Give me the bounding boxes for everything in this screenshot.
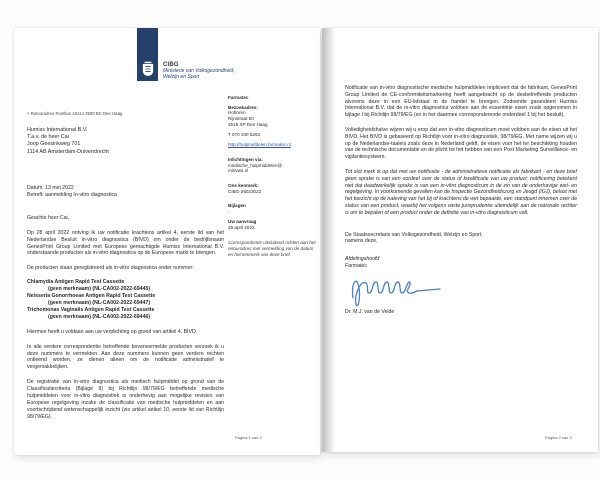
letter-body-page-2	[345, 85, 577, 316]
paragraph-bivd-requirements: Volledigheidshalve wijzen wij u erop dat een in-vitro diagnosticum moet voldoen aan de eisen uit het BIVD. Het BIVD is gebaseerd op Richtlijn voor in-vitro diagnostiek, 98/79/EG. Met name wijzen wij u op de Nederlandse-taaleis zoals deze in Nederland geldt, de eisen voor het ter beschikking houden van de technische documentatie en de plicht tot het hebben van een Post Marketing Surveillance- en vigilantiesysteem.	[345, 126, 577, 161]
attachments-label: Bijlagen	[228, 203, 246, 209]
reference-number: CIBG-26023022	[228, 188, 262, 194]
inquiries-email-line: minvws.nl	[228, 168, 249, 174]
signer-role-1: Afdelingshoofd	[345, 256, 380, 263]
date-line: Datum: 13 mei 2022	[27, 185, 74, 191]
return-address-line: > Retouradres Postbus 16114 2500 BC Den Haag	[27, 111, 123, 116]
product-name: Neisseria Gonorrhoeae Antigen Rapid Test Cassette	[27, 293, 156, 300]
closing-line-2: namens deze,	[345, 238, 378, 245]
product-name: Chlamydia Antigen Rapid Test Cassette	[27, 279, 125, 286]
subject-line: Betreft: aanmelding In-vitro diagnostica	[27, 191, 117, 198]
closing-line-1: De Staatssecretaris van Volksgezondheid, Welzijn en Sport,	[345, 231, 483, 238]
correspondence-note: Correspondentie uitsluitend richten aan het retouradres met vermelding van de datum en het kenmerk van deze brief.	[228, 240, 316, 258]
letter-page-2	[322, 28, 598, 452]
recipient-line: 1114 AB Amsterdam-Duivendrecht	[27, 148, 109, 155]
visit-address-label: Bezoekadres:	[228, 104, 258, 110]
paragraph-notification-received: Op 28 april 2022 ontving ik uw notificatie krachtens artikel 4, eerste lid van het Nederlandse Besluit in-vitro diagnostica (BIVD) om onder de bedrijfsnaam GenesPrint Group Limited met Europees gemachtigde Humiss International B.V. onderstaande producten als in-vitro diagnostica op de Europese markt te brengen.	[27, 229, 224, 257]
letter-body-page-1	[27, 185, 224, 421]
paragraph-reference-numbers: In alle verdere correspondentie betreffende bovenvermelde producten verzoek ik u deze nummers te vermelden. Aan deze nummers kunnen geen verdere rechten ontleend worden, ze dienen alleen om de notificatie administratief te vergemakkelijken.	[27, 343, 224, 371]
signer-role-2: Farmatec	[345, 262, 367, 269]
sidebar-department: Farmatec	[228, 95, 249, 100]
page-number-footer: Pagina 1 van 2	[235, 435, 262, 440]
paragraph-status-disclaimer: Tot slot merk ik op dat met uw notificatie - de administratieve notificatie als fabrikant - en deze brief geen sprake is van een oordeel over de status of kwalificatie van uw product: notificering betekent niet dat daadwerkelijk sprake is van een in-vitro diagnosticum in de zin van de onderhavige wet- en regelgeving. In voorkomende gevallen kan de Inspectie Gezondheidszorg en Jeugd (IGJ), belast met het toezicht op de naleving van het bij of krachtens de wet bepaalde, een standpunt innemen over de status van een product, waarbij het volgens vaste jurisprudentie uiteindelijk aan de nationale rechter is om te bepalen of een product onder de definitie van in-vitro diagnosticum valt.	[345, 168, 577, 216]
request-date-label: Uw aanvraag	[228, 218, 257, 224]
letter-page-1	[14, 28, 320, 455]
salutation: Geachte heer Cai,	[27, 214, 70, 221]
recipient-line: T.a.v. de heer Cai	[27, 134, 69, 141]
recipient-line: Joop Geesinkweg 701	[27, 141, 81, 148]
product-registration-number: (geen merknaam) (NL-CA002-2022-69447)	[48, 299, 151, 306]
signer-name: Dr. M.J. van de Velde	[345, 308, 395, 315]
logo-org-name: CIBG	[163, 62, 179, 68]
paragraph-registered-intro: De producten staan geregistreerd als in-vitro diagnostica onder nummer:	[27, 265, 194, 272]
product-name: Trichomonas Vaginalis Antigen Rapid Test Cassette	[27, 306, 155, 313]
recipient-line: Humiss International B.V.	[27, 127, 88, 133]
visit-address-line: Rijnstraat 50	[228, 116, 254, 122]
rijksoverheid-logo-ribbon	[137, 28, 158, 81]
attachments-value: -	[228, 209, 230, 215]
logo-ministry-line-2: Welzijn en Sport	[163, 73, 200, 80]
visit-address-line: Hoftoren	[228, 110, 246, 116]
paragraph-ce-marking: Notificatie van in-vitro diagnostische medische hulpmiddelen impliceert dat de fabrikant, GenesPrint Group Limited de CE-conformiteitsmarkering heeft aangebracht op de desbetreffende producten alvorens deze in een EU-lidstaat in de handel te brengen. Zodoende garandeert Humiss International B.V. dat de in-vitro diagnostica voldoen aan de essentiële eisen zoals opgenomen in bijlage I bij Richtlijn 98/79/EG (en in het daarmee corresponderende onderdeel 1 bij het besluit).	[345, 85, 577, 119]
website-link[interactable]: http://hulpmiddelen.farmatec.nl	[228, 142, 291, 148]
phone-number: T 070 340 5263	[228, 131, 261, 137]
visit-address-line: 2515 XP Den Haag	[228, 121, 268, 127]
inquiries-label: Inlichtingen via:	[228, 156, 263, 162]
product-list	[27, 279, 224, 320]
request-date-value: 28 april 2022	[228, 224, 255, 230]
logo-ministry-line-1: Ministerie van Volksgezondheid,	[163, 68, 235, 74]
rijkswapen-icon	[142, 61, 154, 77]
letterhead-sidebar	[228, 95, 318, 258]
product-registration-number: (geen merknaam) (NL-CA002-2022-69445)	[48, 286, 151, 293]
page-spine-shadow	[322, 28, 335, 452]
reference-label: Ons kenmerk:	[228, 183, 259, 189]
logo-text-block	[163, 62, 235, 81]
inquiries-email-line: medische_hulpmiddelen@	[228, 162, 283, 168]
page-number-footer: Pagina 2 van 2	[545, 435, 572, 440]
recipient-address-block	[27, 127, 109, 156]
handwritten-signature	[347, 272, 447, 306]
product-registration-number: (geen merknaam) (NL-CA002-2022-69446)	[48, 313, 151, 320]
paragraph-obligation-fulfilled: Hiermee heeft u voldaan aan uw verplichting op grond van artikel 4, BIVD.	[27, 328, 198, 335]
paragraph-registration-revisions: De registratie van in-vitro diagnostica als medisch hulpmiddel op grond van de Classificatiecriteria (Bijlage II) bij Richtlijn 98/79/EG betreffende medische hulpmiddelen voor in-vitro diagnostiek is onderhevig aan mogelijke revisies van Europese regelgeving inzake de classificatie van medische hulpmiddelen en aan voortschrijdend wetenschappelijk inzicht (zie artikel artikel 10, eerste lid van Richtlijn 98/79/EG).	[27, 379, 224, 420]
